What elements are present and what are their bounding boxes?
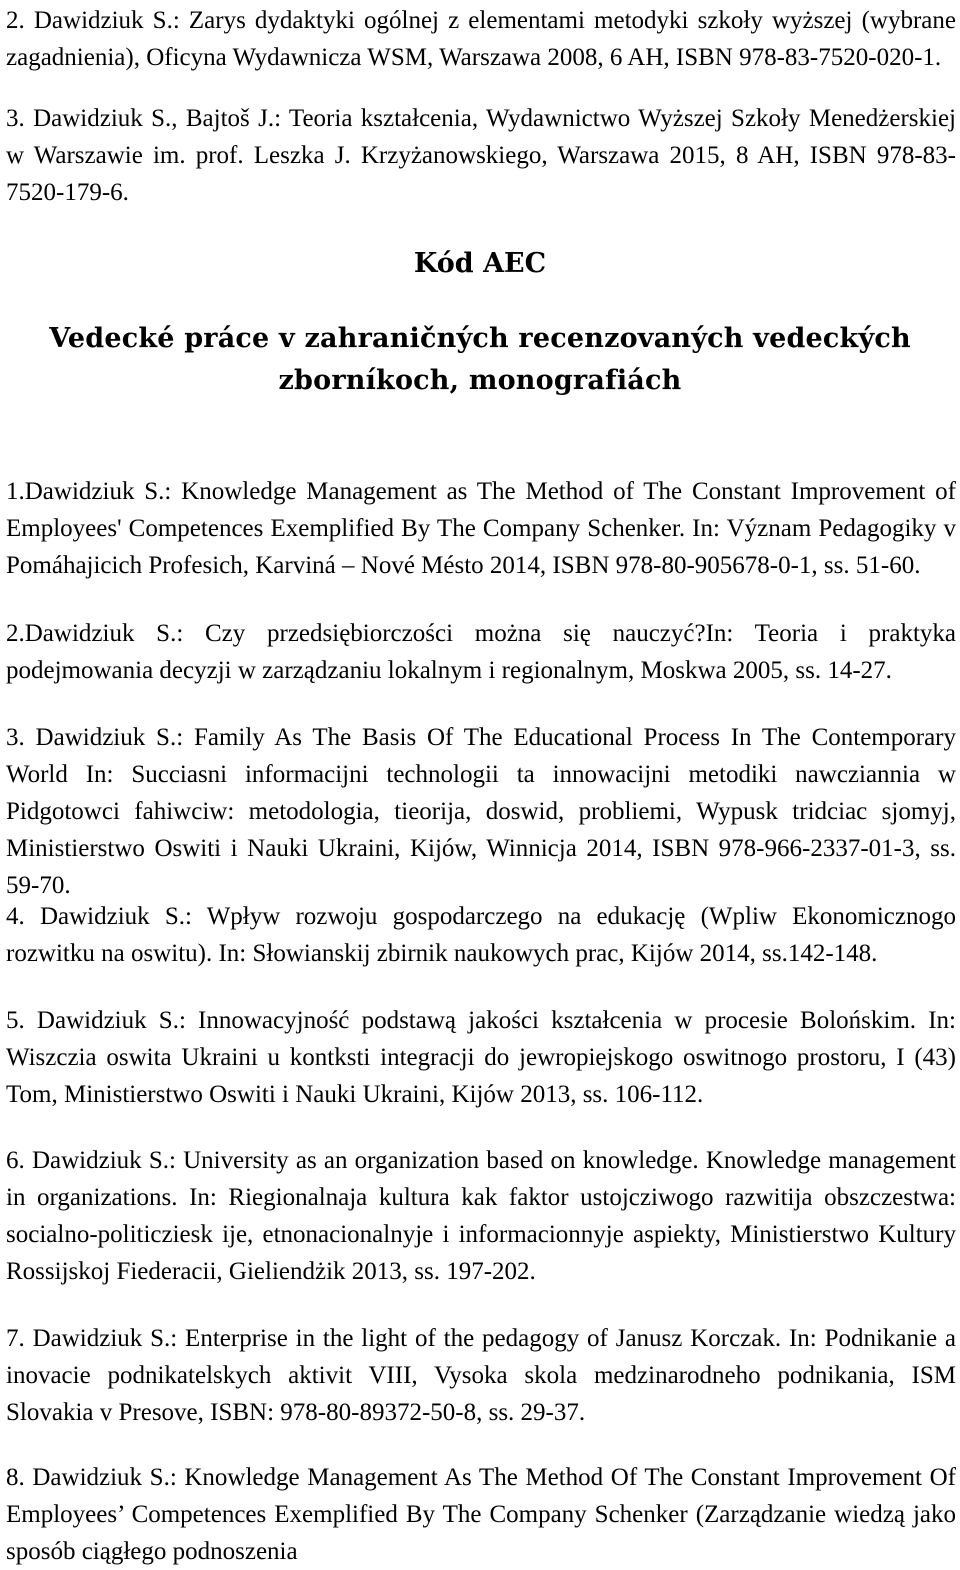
reference-entry: 6. Dawidziuk S.: University as an organization based on knowledge. Knowledge management in organizations. In: Riegionalnaja kultura kak faktor ustojcziwogo razwitija obszczestwa: socialno-politicziesk ije, etnonacionalnyje i informacionnyje aspiekty, Ministierstwo Kultury Rossijskoj Fiederacii, Gieliendżik 2013, ss. 197-202. [6, 1147, 956, 1285]
reference-entry: 1.Dawidziuk S.: Knowledge Management as The Method of The Constant Improvement of Employees' Competences Exemplified By The Company Schenker. In: Význam Pedagogiky v Pomáhajicich Profesich, Karviná – Nové Mésto 2014, ISBN 978-80-905678-0-1, ss. 51-60. [6, 478, 956, 579]
reference-entry: 3. Dawidziuk S., Bajtoš J.: Teoria kształcenia, Wydawnictwo Wyższej Szkoły Menedżerskiej w Warszawie im. prof. Leszka J. Krzyżanowskiego, Warszawa 2015, 8 AH, ISBN 978-83-7520-179-6. [6, 105, 956, 206]
reference-entry: 3. Dawidziuk S.: Family As The Basis Of The Educational Process In The Contemporary World In: Succiasni informacijni technologii ta innowacijni metodiki nawcziannia w Pidgotowci fahiwciw: metodologia, tieorija, doswid, probliemi, Wypusk tridciac sjomyj, Ministierstwo Oswiti i Nauki Ukraini, Kijów, Winnicja 2014, ISBN 978-966-2337-01-3, ss. 59-70. [6, 724, 956, 899]
code-heading: Kód AEC [413, 248, 547, 279]
reference-entry: 7. Dawidziuk S.: Enterprise in the light of the pedagogy of Janusz Korczak. In: Podnikanie a inovacie podnikatelskych aktivit VIII, Vysoka skola medzinarodneho podnikania, ISM Slovakia v Presove, ISBN: 978-80-89372-50-8, ss. 29-37. [6, 1325, 956, 1426]
reference-entry: 2. Dawidziuk S.: Zarys dydaktyki ogólnej z elementami metodyki szkoły wyższej (wybrane zagadnienia), Oficyna Wydawnicza WSM, Warszawa 2008, 6 AH, ISBN 978-83-7520-020-1. [6, 7, 956, 71]
reference-entry: 8. Dawidziuk S.: Knowledge Management As The Method Of The Constant Improvement Of Employees’ Competences Exemplified By The Company Schenker (Zarządzanie wiedzą jako sposób ciągłego podnoszenia [6, 1464, 956, 1565]
section-heading: Vedecké práce v zahraničných recenzovaných vedeckých zborníkoch, monografiách [49, 323, 911, 396]
reference-entry: 5. Dawidziuk S.: Innowacyjność podstawą jakości kształcenia w procesie Bolońskim. In: Wiszczia oswita Ukraini u kontksti integracji do jewropiejskogo oswitnogo prostoru, I (43) Tom, Ministierstwo Oswiti i Nauki Ukraini, Kijów 2013, ss. 106-112. [6, 1007, 956, 1108]
reference-entry: 4. Dawidziuk S.: Wpływ rozwoju gospodarczego na edukację (Wpliw Ekonomicznogo rozwitku na oswitu). In: Słowianskij zbirnik naukowych prac, Kijów 2014, ss.142-148. [6, 903, 956, 967]
reference-entry: 2.Dawidziuk S.: Czy przedsiębiorczości można się nauczyć?In: Teoria i praktyka podejmowania decyzji w zarządzaniu lokalnym i regionalnym, Moskwa 2005, ss. 14-27. [6, 620, 956, 684]
